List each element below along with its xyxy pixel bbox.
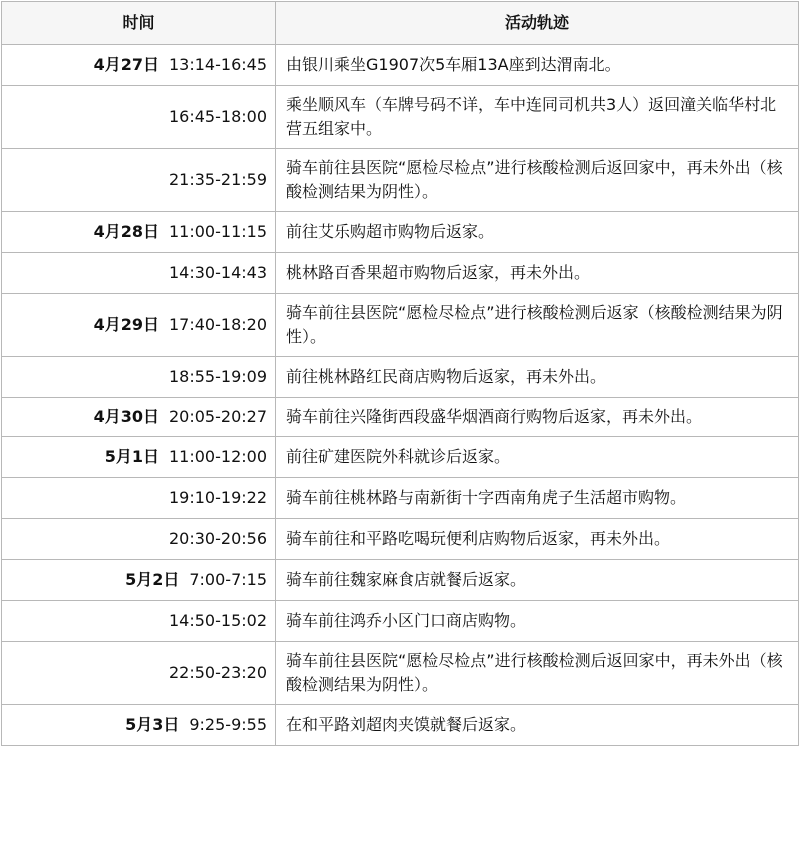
date-label: 5月1日 xyxy=(104,447,159,466)
table-row xyxy=(2,45,799,86)
activity-cell: 骑车前往和平路吃喝玩便利店购物后返家，再未外出。 xyxy=(276,519,799,560)
time-cell xyxy=(2,478,276,519)
table-row xyxy=(2,86,799,149)
itinerary-table xyxy=(1,1,799,746)
activity-cell: 桃林路百香果超市购物后返家，再未外出。 xyxy=(276,253,799,294)
time-cell xyxy=(2,560,276,601)
table-row xyxy=(2,705,799,746)
date-label: 5月3日 xyxy=(125,715,180,734)
time-cell xyxy=(2,212,276,253)
time-cell xyxy=(2,86,276,149)
time-cell xyxy=(2,294,276,357)
activity-column-header: 活动轨迹 xyxy=(276,2,799,45)
time-cell-content xyxy=(2,105,267,129)
activity-cell: 前往矿建医院外科就诊后返家。 xyxy=(276,437,799,478)
time-range: 7:00-7:15 xyxy=(189,570,267,589)
table-row xyxy=(2,357,799,398)
date-label: 5月2日 xyxy=(125,570,180,589)
time-cell xyxy=(2,519,276,560)
activity-cell: 骑车前往魏家麻食店就餐后返家。 xyxy=(276,560,799,601)
time-cell-content xyxy=(2,365,267,389)
activity-cell: 骑车前往兴隆街西段盛华烟酒商行购物后返家，再未外出。 xyxy=(276,398,799,437)
table-row xyxy=(2,253,799,294)
time-cell-content xyxy=(2,486,267,510)
time-cell-content xyxy=(2,661,267,685)
activity-cell: 骑车前往鸿乔小区门口商店购物。 xyxy=(276,601,799,642)
time-range: 21:35-21:59 xyxy=(169,170,267,189)
time-cell-content xyxy=(2,609,267,633)
time-cell xyxy=(2,705,276,746)
time-cell-content xyxy=(2,568,267,592)
time-range: 19:10-19:22 xyxy=(169,488,267,507)
activity-cell: 乘坐顺风车（车牌号码不详，车中连同司机共3人）返回潼关临华村北营五组家中。 xyxy=(276,86,799,149)
time-range: 20:05-20:27 xyxy=(169,407,267,426)
time-range: 18:55-19:09 xyxy=(169,367,267,386)
activity-cell: 前往桃林路红民商店购物后返家，再未外出。 xyxy=(276,357,799,398)
time-cell-content xyxy=(2,168,267,192)
time-cell xyxy=(2,45,276,86)
table-row xyxy=(2,212,799,253)
time-cell xyxy=(2,642,276,705)
time-column-header: 时间 xyxy=(2,2,276,45)
time-range: 22:50-23:20 xyxy=(169,663,267,682)
time-cell xyxy=(2,253,276,294)
table-row xyxy=(2,560,799,601)
table-row xyxy=(2,478,799,519)
table-row xyxy=(2,642,799,705)
time-cell-content xyxy=(2,220,267,244)
time-cell xyxy=(2,437,276,478)
table-row xyxy=(2,519,799,560)
time-cell xyxy=(2,601,276,642)
activity-cell: 骑车前往桃林路与南新街十字西南角虎子生活超市购物。 xyxy=(276,478,799,519)
date-label: 4月30日 xyxy=(93,407,159,426)
time-cell-content xyxy=(2,713,267,737)
time-range: 14:30-14:43 xyxy=(169,263,267,282)
time-range: 14:50-15:02 xyxy=(169,611,267,630)
time-cell-content xyxy=(2,445,267,469)
header-row xyxy=(2,2,799,45)
table-row xyxy=(2,601,799,642)
itinerary-rows xyxy=(2,45,799,746)
time-range: 16:45-18:00 xyxy=(169,107,267,126)
date-label: 4月27日 xyxy=(93,55,159,74)
date-label: 4月29日 xyxy=(93,315,159,334)
time-cell-content xyxy=(2,527,267,551)
time-cell xyxy=(2,398,276,437)
activity-cell: 前往艾乐购超市购物后返家。 xyxy=(276,212,799,253)
time-range: 9:25-9:55 xyxy=(189,715,267,734)
table-row xyxy=(2,149,799,212)
date-label: 4月28日 xyxy=(93,222,159,241)
activity-cell: 在和平路刘超肉夹馍就餐后返家。 xyxy=(276,705,799,746)
table-row xyxy=(2,437,799,478)
time-range: 11:00-12:00 xyxy=(169,447,267,466)
time-range: 13:14-16:45 xyxy=(169,55,267,74)
time-cell-content xyxy=(2,261,267,285)
time-range: 20:30-20:56 xyxy=(169,529,267,548)
time-cell-content xyxy=(2,405,267,429)
time-cell-content xyxy=(2,313,267,337)
activity-cell: 骑车前往县医院“愿检尽检点”进行核酸检测后返回家中，再未外出（核酸检测结果为阴性）。 xyxy=(276,642,799,705)
table-row xyxy=(2,294,799,357)
activity-cell: 骑车前往县医院“愿检尽检点”进行核酸检测后返回家中，再未外出（核酸检测结果为阴性）。 xyxy=(276,149,799,212)
activity-cell: 骑车前往县医院“愿检尽检点”进行核酸检测后返家（核酸检测结果为阴性）。 xyxy=(276,294,799,357)
time-cell xyxy=(2,149,276,212)
table-row xyxy=(2,398,799,437)
activity-cell: 由银川乘坐G1907次5车厢13A座到达渭南北。 xyxy=(276,45,799,86)
time-cell-content xyxy=(2,53,267,77)
time-cell xyxy=(2,357,276,398)
time-range: 17:40-18:20 xyxy=(169,315,267,334)
time-range: 11:00-11:15 xyxy=(169,222,267,241)
